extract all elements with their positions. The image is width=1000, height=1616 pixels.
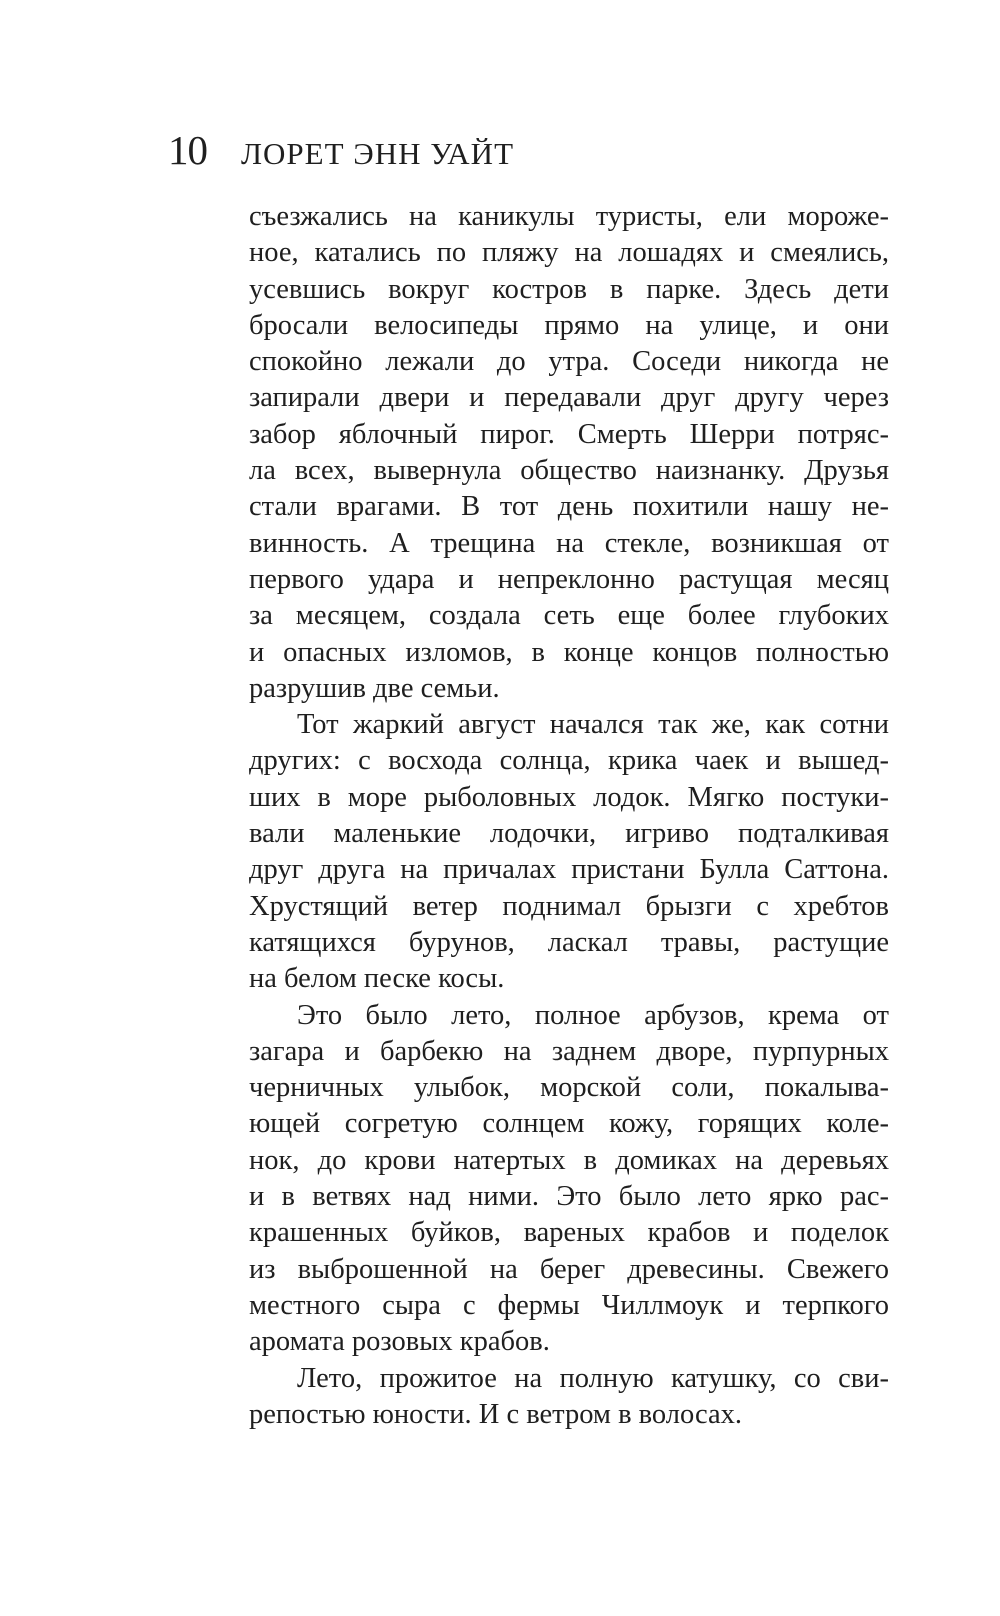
- text-line: за месяцем, создала сеть еще более глубоких: [249, 600, 889, 632]
- text-line: Это было лето, полное арбузов, крема от: [297, 999, 889, 1031]
- text-line: забор яблочный пирог. Смерть Шерри потряс-: [249, 418, 889, 450]
- text-line: ла всех, вывернула общество наизнанку. Друзья: [249, 455, 889, 487]
- text-line: винность. А трещина на стекле, возникшая от: [249, 527, 889, 559]
- text-line: и опасных изломов, в конце концов полностью: [249, 636, 889, 668]
- paragraph: [249, 199, 889, 707]
- paragraph: [249, 998, 889, 1361]
- body-text: [249, 199, 889, 1433]
- text-line: разрушив две семьи.: [249, 672, 500, 704]
- text-line: местного сыра с фермы Чиллмоук и терпкого: [249, 1289, 889, 1321]
- page-number: 10: [168, 127, 207, 173]
- author-name: ЛОРЕТ ЭНН УАЙТ: [241, 136, 515, 171]
- text-line: репостью юности. И с ветром в волосах.: [249, 1398, 743, 1430]
- text-line: запирали двери и передавали друг другу через: [249, 382, 889, 414]
- text-line: Лето, прожитое на полную катушку, со сви-: [297, 1362, 889, 1394]
- text-line: стали врагами. В тот день похитили нашу не-: [249, 491, 889, 523]
- text-line: на белом песке косы.: [249, 963, 505, 995]
- text-line: нок, до крови натертых в домиках на деревьях: [249, 1144, 889, 1176]
- text-line: крашенных буйков, вареных крабов и поделок: [249, 1217, 889, 1249]
- text-line: первого удара и непреклонно растущая месяц: [249, 563, 889, 595]
- text-line: других: с восхода солнца, крика чаек и вышед-: [249, 745, 889, 777]
- text-line: съезжались на каникулы туристы, ели мороже-: [249, 201, 889, 232]
- text-line: Тот жаркий август начался так же, как сотни: [297, 709, 889, 741]
- text-line: Хрустящий ветер поднимал брызги с хребтов: [249, 890, 889, 922]
- paragraph: [249, 707, 889, 997]
- text-line: черничных улыбок, морской соли, покалыва-: [249, 1072, 889, 1104]
- text-line: аромата розовых крабов.: [249, 1326, 550, 1358]
- running-head: [168, 126, 514, 174]
- text-line: вали маленькие лодочки, игриво подталкивая: [249, 818, 889, 850]
- text-line: спокойно лежали до утра. Соседи никогда не: [249, 346, 889, 378]
- text-line: загара и барбекю на заднем дворе, пурпурных: [249, 1035, 889, 1067]
- text-line: усевшись вокруг костров в парке. Здесь дети: [249, 273, 889, 305]
- text-line: бросали велосипеды прямо на улице, и они: [249, 309, 889, 341]
- text-line: ющей согретую солнцем кожу, горящих коле-: [249, 1108, 889, 1140]
- text-line: и в ветвях над ними. Это было лето ярко рас-: [249, 1181, 889, 1213]
- text-line: из выброшенной на берег древесины. Свежего: [249, 1253, 889, 1285]
- paragraph: [249, 1361, 889, 1434]
- text-line: ших в море рыболовных лодок. Мягко постуки-: [249, 781, 889, 813]
- text-line: ное, катались по пляжу на лошадях и смеялись,: [249, 237, 889, 269]
- text-line: катящихся бурунов, ласкал травы, растущие: [249, 926, 889, 958]
- text-line: друг друга на причалах пристани Булла Саттона.: [249, 854, 889, 886]
